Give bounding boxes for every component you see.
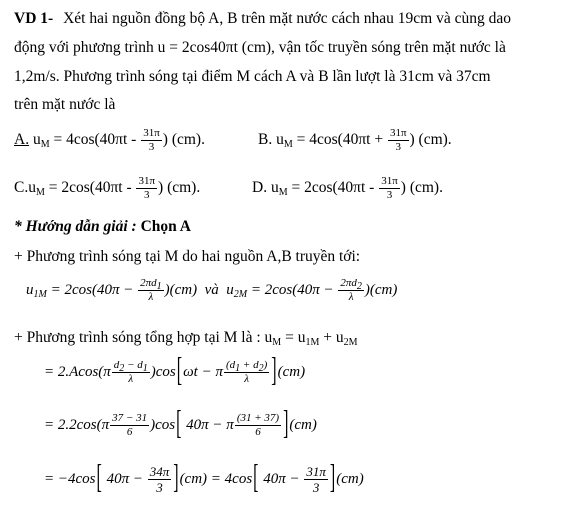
problem-text-1: Xét hai nguồn đồng bộ A, B trên mặt nước cách nhau 19cm và cùng dao xyxy=(63,10,511,27)
equation-superposition-general: = 2.Acos(π $\frac{d_2 - d_1}{\lambda}$ )cos[ωt − π $\frac{(d_1 + d_2)}{\lambda}$ ](cm) xyxy=(44,353,306,389)
option-a-fraction: $\frac{31\pi}{3}$ xyxy=(143,127,160,153)
option-b[interactable]: B. $u_M = 4\cos(40\pi t$ + $\frac{31\pi}{3}$ ) (cm). xyxy=(258,127,452,153)
option-c-fraction: $\frac{31\pi}{3}$ xyxy=(138,175,156,201)
option-a[interactable]: A. $u_M = 4\cos(40\pi t$ - $\frac{31\pi}{3}$ ) (cm). xyxy=(14,127,205,153)
problem-label: VD 1- xyxy=(14,10,54,27)
problem-line-1 xyxy=(14,9,511,29)
solution-heading xyxy=(14,217,191,237)
problem-line-4: trên mặt nước là xyxy=(14,96,116,113)
equation-superposition-values: = 2.2cos(π $\frac{37 - 31}{6}$ )cos[ 40π − π $\frac{(31 + 37)}{6}$ ](cm) xyxy=(44,406,317,442)
problem-line-3: 1,2m/s. Phương trình sóng tại điểm M cách A và B lần lượt là 31cm và 37cm xyxy=(14,68,491,85)
solution-answer: Chọn A xyxy=(136,218,191,235)
solution-heading-label: * Hướng dẫn giải : xyxy=(14,218,137,235)
option-b-letter: B. xyxy=(258,131,273,149)
option-c-letter: C. xyxy=(14,179,29,197)
option-d-letter: D. xyxy=(252,179,268,197)
problem-line-2: động với phương trình u = 2cos40πt (cm), vận tốc truyền sóng trên mặt nước là xyxy=(14,39,506,56)
equation-component-waves: $u_{1M} = 2\cos(40\pi$ − $\frac{2\pi d_1}{\lambda}$ )(cm) và $u_{2M} = 2\cos(40\pi$ − $\frac{2\pi d_2}{\lambda}$ )(cm) xyxy=(26,277,398,303)
solution-step-1: + Phương trình sóng tại M do hai nguồn A,B truyền tới: xyxy=(14,248,361,265)
option-c[interactable]: $C.u_M = 2\cos(40\pi t$ - $\frac{31\pi}{3}$ ) (cm). xyxy=(14,175,201,201)
equation-superposition-result: = −4cos[ 40π − $\frac{34\pi}{3}$ ](cm) = 4cos[ 40π − $\frac{31\pi}{3}$ ](cm) xyxy=(44,460,364,496)
option-d[interactable]: D. $u_M = 2\cos(40\pi t$ - $\frac{31\pi}{3}$ ) (cm). xyxy=(252,175,443,201)
option-d-fraction: $\frac{31\pi}{3}$ xyxy=(381,175,398,201)
option-b-fraction: $\frac{31\pi}{3}$ xyxy=(389,127,407,153)
option-a-letter: A. xyxy=(14,131,30,149)
solution-step-2: + Phương trình sóng tổng hợp tại M là : $u_M = u_{1M} + u_{2M}$ xyxy=(14,329,358,348)
